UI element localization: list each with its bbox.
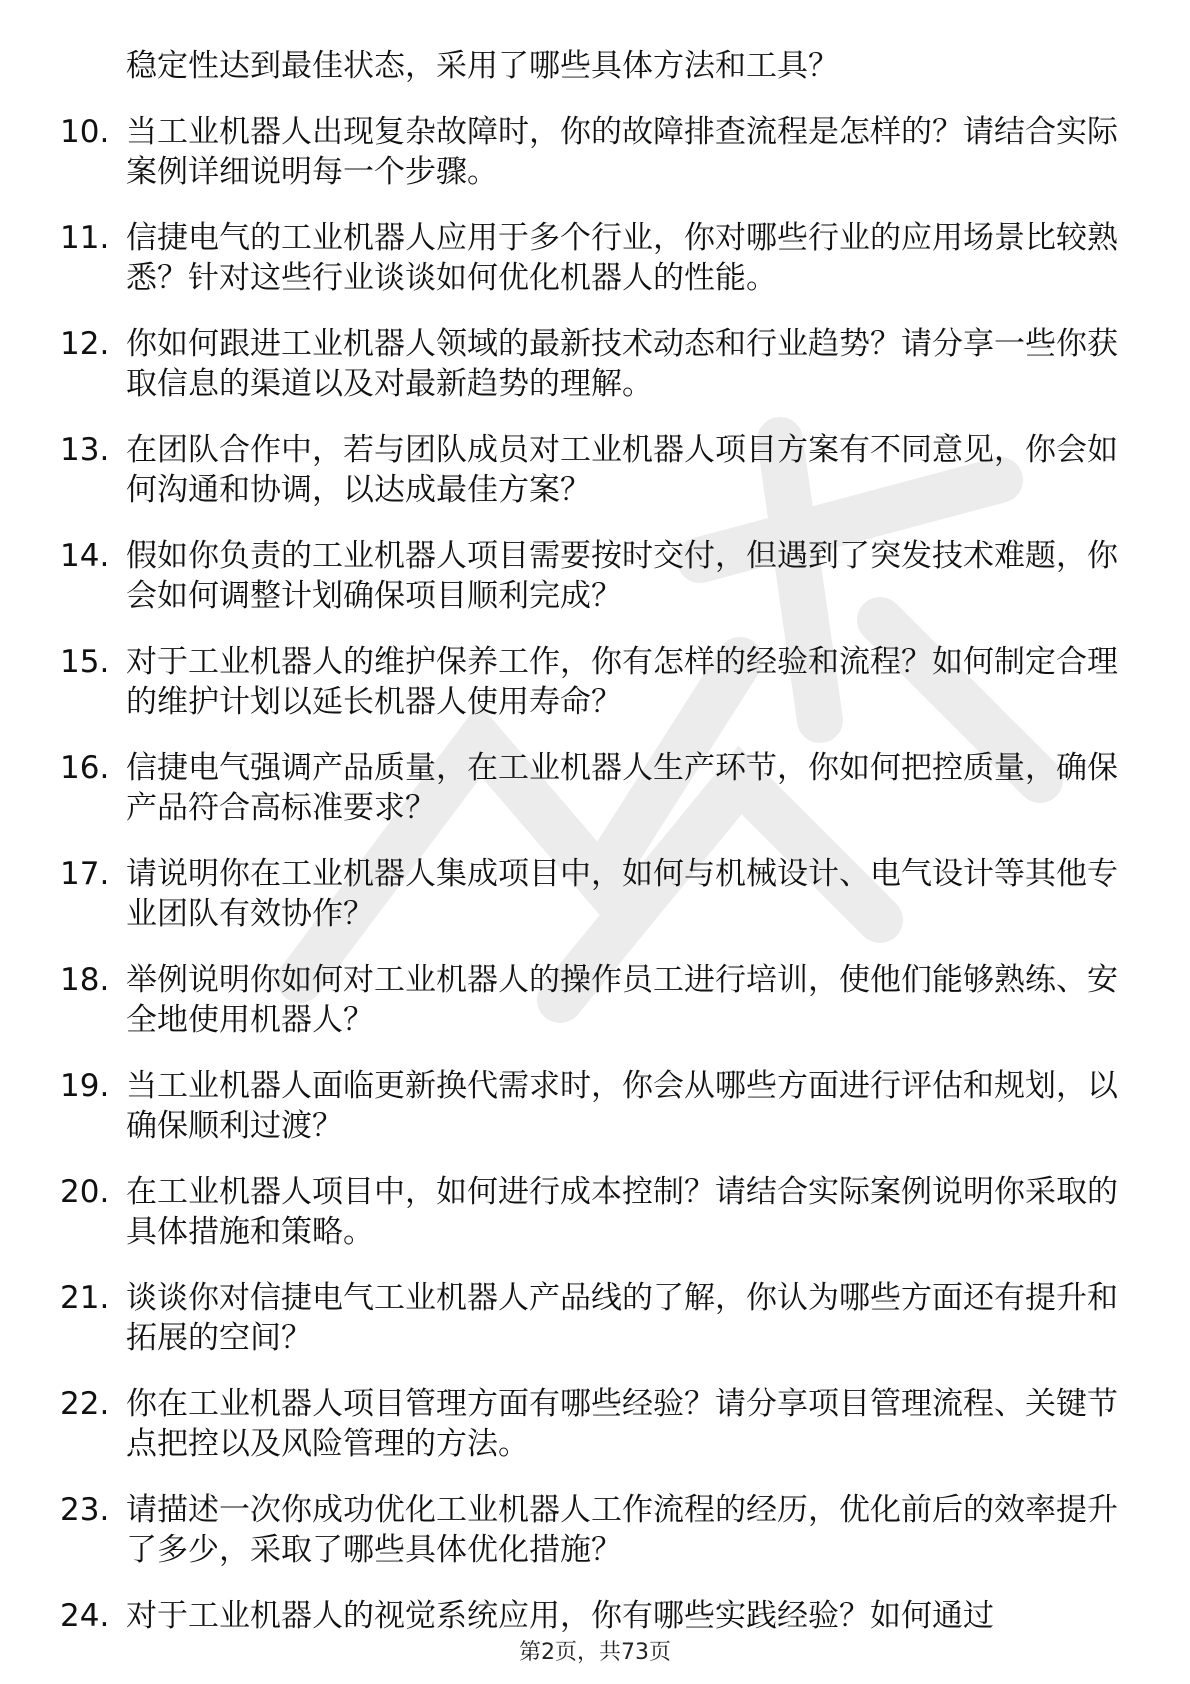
question-text: 举例说明你如何对工业机器人的操作员工进行培训，使他们能够熟练、安全地使用机器人？ bbox=[126, 962, 1118, 1038]
question-number: 24. bbox=[60, 1598, 110, 1634]
question-text: 信捷电气强调产品质量，在工业机器人生产环节，你如何把控质量，确保产品符合高标准要求？ bbox=[126, 750, 1118, 826]
question-number: 17. bbox=[60, 856, 110, 892]
continuation-text: 稳定性达到最佳状态，采用了哪些具体方法和工具？ bbox=[126, 48, 839, 84]
question-item bbox=[60, 960, 1130, 1040]
question-text: 假如你负责的工业机器人项目需要按时交付，但遇到了突发技术难题，你会如何调整计划确保项目顺利完成？ bbox=[126, 538, 1118, 614]
question-number: 23. bbox=[60, 1492, 110, 1528]
question-item bbox=[60, 748, 1130, 828]
question-text: 信捷电气的工业机器人应用于多个行业，你对哪些行业的应用场景比较熟悉？针对这些行业谈谈如何优化机器人的性能。 bbox=[126, 220, 1118, 296]
question-number: 12. bbox=[60, 326, 110, 362]
question-text: 当工业机器人面临更新换代需求时，你会从哪些方面进行评估和规划，以确保顺利过渡？ bbox=[126, 1068, 1118, 1144]
page-footer bbox=[0, 1635, 1190, 1666]
question-item bbox=[60, 112, 1130, 192]
question-item bbox=[60, 1490, 1130, 1570]
question-text: 在工业机器人项目中，如何进行成本控制？请结合实际案例说明你采取的具体措施和策略。 bbox=[126, 1174, 1118, 1250]
question-number: 21. bbox=[60, 1280, 110, 1316]
question-text: 你如何跟进工业机器人领域的最新技术动态和行业趋势？请分享一些你获取信息的渠道以及对最新趋势的理解。 bbox=[126, 326, 1118, 402]
question-item bbox=[60, 536, 1130, 616]
question-text: 你在工业机器人项目管理方面有哪些经验？请分享项目管理流程、关键节点把控以及风险管理的方法。 bbox=[126, 1386, 1118, 1462]
question-number: 10. bbox=[60, 114, 110, 150]
question-text: 请描述一次你成功优化工业机器人工作流程的经历，优化前后的效率提升了多少，采取了哪些具体优化措施？ bbox=[126, 1492, 1118, 1568]
question-item bbox=[60, 854, 1130, 934]
question-item bbox=[60, 1172, 1130, 1252]
page-number-label: 第2页，共73页 bbox=[519, 1640, 671, 1665]
question-number: 19. bbox=[60, 1068, 110, 1104]
question-number: 15. bbox=[60, 644, 110, 680]
question-item bbox=[60, 1066, 1130, 1146]
question-list bbox=[60, 112, 1130, 1636]
question-text: 对于工业机器人的维护保养工作，你有怎样的经验和流程？如何制定合理的维护计划以延长机器人使用寿命？ bbox=[126, 644, 1118, 720]
question-number: 18. bbox=[60, 962, 110, 998]
question-text: 请说明你在工业机器人集成项目中，如何与机械设计、电气设计等其他专业团队有效协作？ bbox=[126, 856, 1118, 932]
question-item bbox=[60, 642, 1130, 722]
question-item bbox=[60, 1596, 1130, 1636]
question-number: 13. bbox=[60, 432, 110, 468]
question-text: 在团队合作中，若与团队成员对工业机器人项目方案有不同意见，你会如何沟通和协调，以达成最佳方案？ bbox=[126, 432, 1118, 508]
question-number: 20. bbox=[60, 1174, 110, 1210]
question-item bbox=[60, 324, 1130, 404]
question-item bbox=[60, 430, 1130, 510]
question-text: 对于工业机器人的视觉系统应用，你有哪些实践经验？如何通过 bbox=[126, 1598, 994, 1634]
question-number: 22. bbox=[60, 1386, 110, 1422]
question-number: 16. bbox=[60, 750, 110, 786]
question-content bbox=[60, 46, 1130, 1662]
question-number: 14. bbox=[60, 538, 110, 574]
question-item bbox=[60, 218, 1130, 298]
question-text: 谈谈你对信捷电气工业机器人产品线的了解，你认为哪些方面还有提升和拓展的空间？ bbox=[126, 1280, 1118, 1356]
question-item bbox=[60, 1384, 1130, 1464]
question-item bbox=[60, 1278, 1130, 1358]
question-text: 当工业机器人出现复杂故障时，你的故障排查流程是怎样的？请结合实际案例详细说明每一个步骤。 bbox=[126, 114, 1118, 190]
question-number: 11. bbox=[60, 220, 110, 256]
